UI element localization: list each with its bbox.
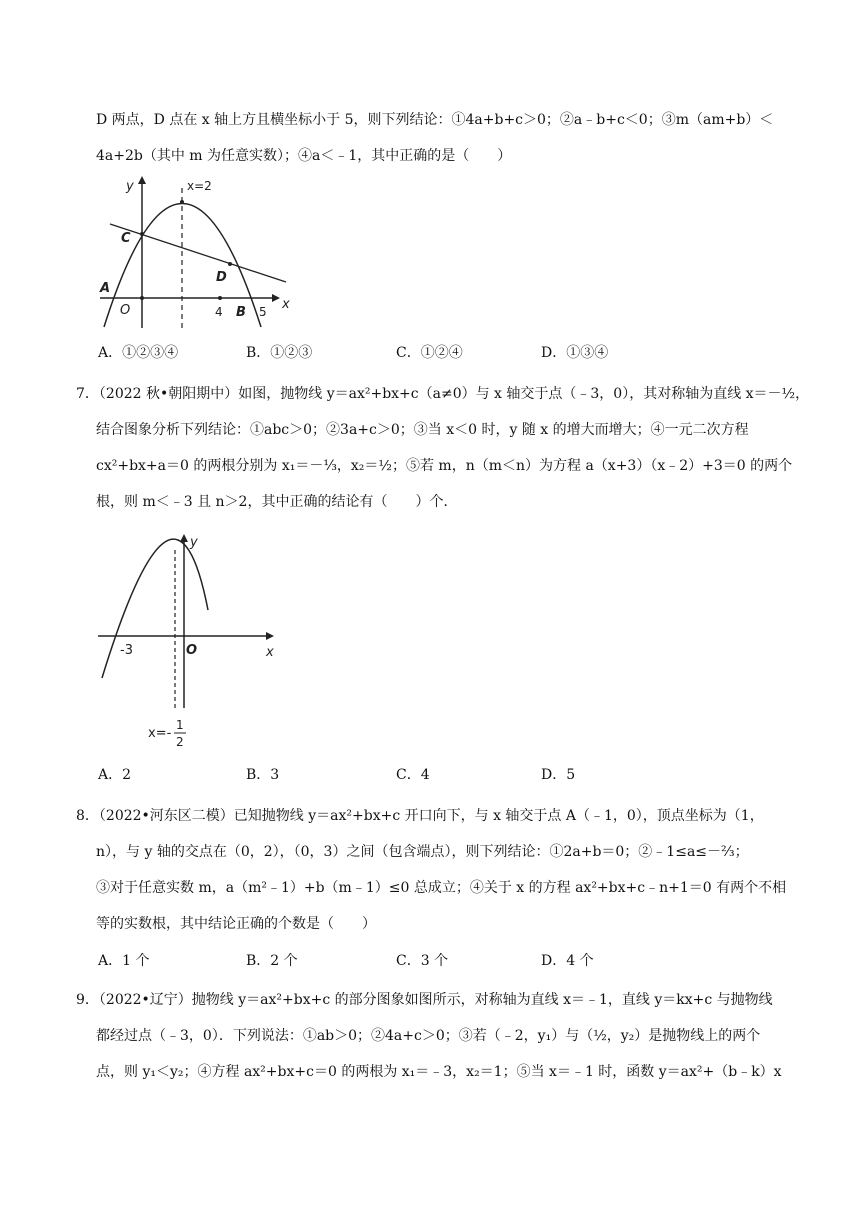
q7-label-y: y <box>190 535 198 550</box>
q9-text-line-1: 9．（2022•辽宁）抛物线 y＝ax²+bx+c 的部分图象如图所示，对称轴为直线 x＝﹣1，直线 y＝kx+c 与抛物线 <box>76 992 773 1008</box>
q6-label-a: A <box>100 281 111 296</box>
q6-point-4 <box>218 296 222 300</box>
q6-point-c <box>140 232 144 236</box>
q6-text-line-2: 4a+2b（其中 m 为任意实数）；④a＜﹣1，其中正确的是（ ） <box>96 148 512 164</box>
q7-option-c: C．4 <box>396 767 430 783</box>
q6-y-arrow <box>138 176 146 184</box>
q7-option-d: D．5 <box>541 767 576 783</box>
q6-point-vertex <box>180 200 184 204</box>
q6-text-line-1: D 两点，D 点在 x 轴上方且横坐标小于 5，则下列结论：①4a+b+c＞0；②a﹣b+c＜0；③m（am+b）＜ <box>96 112 774 128</box>
q6-x-arrow <box>272 294 280 302</box>
q6-label-sym: x=2 <box>187 179 212 193</box>
q8-option-a: A．1 个 <box>98 953 150 969</box>
q8-text-line-3: ③对于任意实数 m，a（m²﹣1）+b（m﹣1）≤0 总成立；④关于 x 的方程 ax²+bx+c﹣n+1＝0 有两个不相 <box>96 880 787 896</box>
q6-label-c: C <box>121 231 131 246</box>
q7-text-line-2: 结合图象分析下列结论：①abc＞0；②3a+c＞0；③当 x＜0 时，y 随 x 的增大而增大；④一元二次方程 <box>96 422 749 438</box>
q9-text-line-2: 都经过点（﹣3，0）．下列说法：①ab＞0；②4a+c＞0；③若（﹣2，y₁）与（½，y₂）是抛物线上的两个 <box>96 1028 761 1044</box>
q6-point-d <box>228 262 232 266</box>
q6-point-o <box>140 296 144 300</box>
q7-label-o: O <box>186 643 198 658</box>
q6-label-y: y <box>126 179 134 194</box>
q7-option-a: A．2 <box>98 767 132 783</box>
q7-label-sym: x=- <box>148 726 172 741</box>
q6-line-cd <box>110 224 286 282</box>
q8-text-line-2: n），与 y 轴的交点在（0，2），（0，3）之间（包含端点），则下列结论：①2a+b＝0；②﹣1≤a≤－⅔； <box>96 844 749 860</box>
q7-label-sym-num: 1 <box>176 718 184 732</box>
q7-label-x: x <box>266 645 274 660</box>
q6-label-x: x <box>282 297 290 312</box>
q6-option-a: A．①②③④ <box>98 345 179 361</box>
q6-label-b: B <box>236 305 246 320</box>
q6-option-c: C．①②④ <box>396 345 463 361</box>
q8-option-c: C．3 个 <box>396 953 449 969</box>
q7-y-arrow <box>180 534 188 542</box>
q7-text-line-3: cx²+bx+a＝0 的两根分别为 x₁＝－⅓，x₂＝½；⑤若 m，n（m＜n）为方程 a（x+3）（x﹣2）+3＝0 的两个 <box>96 458 793 474</box>
q8-text-line-1: 8．（2022•河东区二模）已知抛物线 y＝ax²+bx+c 开口向下，与 x 轴交于点 A（﹣1，0），顶点坐标为（1， <box>76 808 764 824</box>
q7-x-arrow <box>266 632 274 640</box>
q7-text-line-4: 根，则 m＜﹣3 且 n＞2，其中正确的结论有（ ）个． <box>96 494 458 510</box>
q8-option-b: B．2 个 <box>246 953 298 969</box>
q8-option-d: D．4 个 <box>541 953 594 969</box>
q8-text-line-4: 等的实数根，其中结论正确的个数是（ ） <box>96 916 376 932</box>
q6-label-5: 5 <box>259 305 267 319</box>
q6-label-o: O <box>120 303 131 318</box>
q6-figure <box>96 170 296 330</box>
q6-option-d: D．①③④ <box>541 345 609 361</box>
q7-figure <box>96 530 286 752</box>
q9-text-line-3: 点，则 y₁＜y₂；④方程 ax²+bx+c＝0 的两根为 x₁＝﹣3，x₂＝1；⑤当 x＝﹣1 时，函数 y＝ax²+（b﹣k）x <box>96 1064 782 1080</box>
q7-label-sym-den: 2 <box>176 735 184 749</box>
q8-options <box>98 950 758 970</box>
q6-options <box>98 342 758 362</box>
q7-options <box>98 764 758 784</box>
q7-text-line-1: 7．（2022 秋•朝阳期中）如图，抛物线 y＝ax²+bx+c（a≠0）与 x 轴交于点（﹣3，0），其对称轴为直线 x＝－½， <box>76 386 810 402</box>
q7-option-b: B．3 <box>246 767 280 783</box>
q7-label-minus3: -3 <box>120 643 133 658</box>
q6-label-4: 4 <box>215 305 223 319</box>
q6-option-b: B．①②③ <box>246 345 313 361</box>
q6-label-d: D <box>216 270 227 285</box>
